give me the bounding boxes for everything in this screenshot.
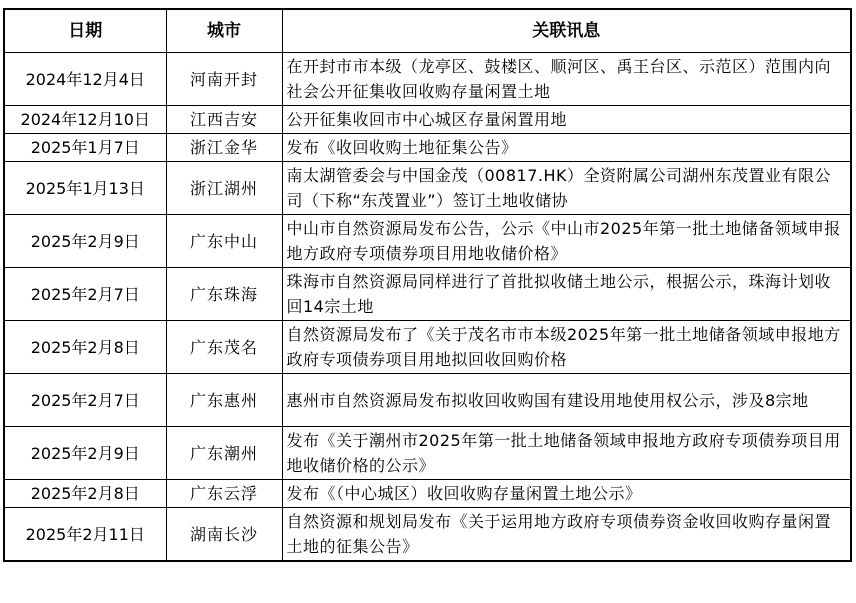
date-cell: 2025年2月7日	[4, 268, 166, 321]
info-cell: 南太湖管委会与中国金茂（00817.HK）全资附属公司湖州东茂置业有限公司（下称“东茂置业”）签订土地收储协	[282, 162, 851, 215]
city-cell: 广东珠海	[166, 268, 282, 321]
info-cell: 珠海市自然资源局同样进行了首批拟收储土地公示，根据公示，珠海计划收回14宗土地	[282, 268, 851, 321]
date-cell: 2025年2月7日	[4, 374, 166, 427]
header-date: 日期	[4, 9, 166, 53]
city-cell: 河南开封	[166, 53, 282, 106]
date-cell: 2025年2月9日	[4, 427, 166, 480]
city-cell: 广东中山	[166, 215, 282, 268]
date-cell: 2025年1月7日	[4, 134, 166, 162]
table-row	[4, 374, 851, 427]
city-cell: 江西吉安	[166, 106, 282, 134]
date-cell: 2024年12月4日	[4, 53, 166, 106]
date-cell: 2025年2月8日	[4, 321, 166, 374]
table-row	[4, 508, 851, 562]
info-cell: 发布《（中心城区）收回收购存量闲置土地公示》	[282, 480, 851, 508]
info-cell: 中山市自然资源局发布公告，公示《中山市2025年第一批土地储备领域申报地方政府专项债券项目用地收储价格》	[282, 215, 851, 268]
table-row	[4, 106, 851, 134]
date-cell: 2025年2月9日	[4, 215, 166, 268]
city-cell: 广东茂名	[166, 321, 282, 374]
city-cell: 广东云浮	[166, 480, 282, 508]
header-city: 城市	[166, 9, 282, 53]
table-row	[4, 134, 851, 162]
city-cell: 浙江金华	[166, 134, 282, 162]
info-cell: 在开封市市本级（龙亭区、鼓楼区、顺河区、禹王台区、示范区）范围内向社会公开征集收回收购存量闲置土地	[282, 53, 851, 106]
header-info: 关联讯息	[282, 9, 851, 53]
info-cell: 自然资源和规划局发布《关于运用地方政府专项债券资金收回收购存量闲置土地的征集公告》	[282, 508, 851, 562]
date-cell: 2025年2月11日	[4, 508, 166, 562]
city-cell: 广东潮州	[166, 427, 282, 480]
date-cell: 2024年12月10日	[4, 106, 166, 134]
table-row	[4, 321, 851, 374]
table-row	[4, 427, 851, 480]
city-cell: 湖南长沙	[166, 508, 282, 562]
info-cell: 自然资源局发布了《关于茂名市市本级2025年第一批土地储备领域申报地方政府专项债券项目用地拟回收回购价格	[282, 321, 851, 374]
land-acquisition-table	[3, 8, 852, 562]
table-row	[4, 480, 851, 508]
city-cell: 广东惠州	[166, 374, 282, 427]
table-row	[4, 53, 851, 106]
table-row	[4, 268, 851, 321]
header-row	[4, 9, 851, 53]
date-cell: 2025年1月13日	[4, 162, 166, 215]
info-cell: 发布《关于潮州市2025年第一批土地储备领域申报地方政府专项债券项目用地收储价格的公示》	[282, 427, 851, 480]
date-cell: 2025年2月8日	[4, 480, 166, 508]
info-cell: 发布《收回收购土地征集公告》	[282, 134, 851, 162]
info-cell: 公开征集收回市中心城区存量闲置用地	[282, 106, 851, 134]
info-cell: 惠州市自然资源局发布拟收回收购国有建设用地使用权公示，涉及8宗地	[282, 374, 851, 427]
table-row	[4, 215, 851, 268]
table-row	[4, 162, 851, 215]
city-cell: 浙江湖州	[166, 162, 282, 215]
